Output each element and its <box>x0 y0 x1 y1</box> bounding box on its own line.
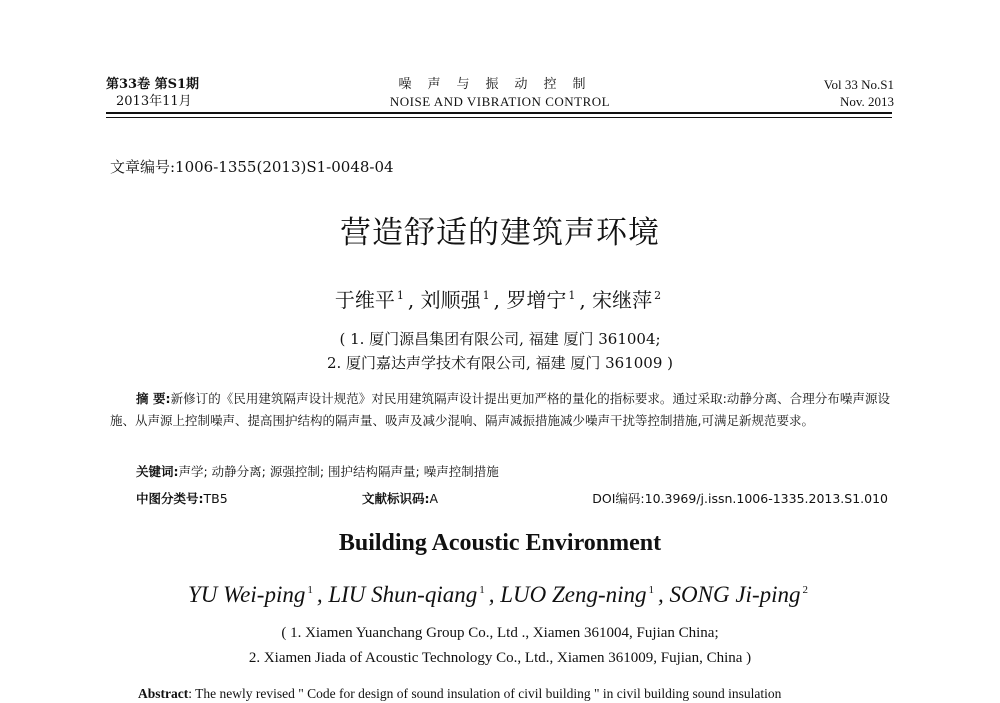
abstract-en-text: : The newly revised " Code for design of sound insulation of civil building " in civil building sound insulation <box>188 686 782 701</box>
abstract-en <box>138 686 781 702</box>
affiliation-en-2: 2. Xiamen Jiada of Acoustic Technology Co., Ltd., Xiamen 361009, Fujian, China ) <box>248 650 752 666</box>
author-cn: 于维平 <box>334 288 395 312</box>
author-affil-mark: 1 <box>648 584 655 597</box>
journal-title-en: NOISE AND VIBRATION CONTROL <box>389 94 611 109</box>
author-cn: 刘顺强 <box>420 288 481 312</box>
paper-title-cn: 营造舒适的建筑声环境 <box>340 215 660 251</box>
author-affil-mark: 2 <box>802 584 808 597</box>
author-en: YU Wei-ping <box>187 582 306 607</box>
affiliation-en-1: ( 1. Xiamen Yuanchang Group Co., Ltd ., Xiamen 361004, Fujian China; <box>281 625 719 641</box>
document-code <box>362 489 438 507</box>
keywords-text: 声学; 动静分离; 源强控制; 围护结构隔声量; 噪声控制措施 <box>178 464 499 479</box>
author-affil-mark: 1 <box>568 289 576 303</box>
author-en: LIU Shun-qiang <box>328 582 478 607</box>
volume-issue-en: Vol 33 No.S1 <box>823 77 894 92</box>
affiliation-cn-2: 2. 厦门嘉达声学技术有限公司, 福建 厦门 361009 ) <box>326 354 674 372</box>
author-en: LUO Zeng-ning <box>500 582 647 607</box>
abstract-cn-label: 摘 要: <box>136 391 171 406</box>
abstract-cn-text: 新修订的《民用建筑隔声设计规范》对民用建筑隔声设计提出更加严格的量化的指标要求。通过采取:动静分离、合理分布噪声源设施、从声源上控制噪声、提高围护结构的隔声量、吸声及减少混响、隔声减振措施减少噪声干扰等控制措施,可满足新规范要求。 <box>110 391 890 428</box>
header-rule-thick <box>106 112 892 114</box>
author-affil-mark: 1 <box>479 584 485 597</box>
author-affil-mark: 1 <box>307 584 313 597</box>
journal-title-cn: 噪声与振动控制 <box>398 77 602 92</box>
doc-code-value: A <box>429 491 439 506</box>
author-affil-mark: 1 <box>396 289 404 303</box>
header-rule-thin <box>106 117 892 118</box>
article-number: 文章编号:1006-1355(2013)S1-0048-04 <box>110 158 394 176</box>
volume-issue: 第33卷 第S1期 <box>106 77 200 92</box>
clc-value: TB5 <box>203 491 228 506</box>
keywords-cn <box>136 462 499 480</box>
doi-label: DOI编码: <box>592 491 645 506</box>
clc-label: 中图分类号: <box>136 491 204 506</box>
keywords-label: 关键词: <box>136 464 179 479</box>
author-affil-mark: 1 <box>482 289 490 303</box>
abstract-en-label: Abstract <box>138 686 189 701</box>
doi-value: 10.3969/j.issn.1006-1335.2013.S1.010 <box>644 491 888 506</box>
affiliation-cn-1: ( 1. 厦门源昌集团有限公司, 福建 厦门 361004; <box>339 330 661 348</box>
issue-date: 2013年11月 <box>116 94 192 109</box>
paper-title-en: Building Acoustic Environment <box>338 530 662 556</box>
author-cn: 宋继萍 <box>592 288 653 312</box>
journal-volume-issue-en <box>824 76 894 110</box>
doc-code-label: 文献标识码: <box>362 491 430 506</box>
doi <box>592 489 888 507</box>
author-en: SONG Ji-ping <box>669 582 801 607</box>
author-cn: 罗增宁 <box>506 288 567 312</box>
clc-number <box>136 489 228 507</box>
authors-cn: 于维平 $^1$ , 刘顺强 $^1$ , 罗增宁 $^1$ , 宋继萍 $^2$ <box>334 288 662 312</box>
author-affil-mark: 2 <box>654 289 662 303</box>
abstract-cn <box>110 388 890 432</box>
authors-en: YU Wei-ping $^1$ , LIU Shun-qiang $^1$ , LUO Zeng-ning $^1$ , SONG Ji-ping $^2$ <box>187 582 808 607</box>
issue-date-en: Nov. 2013 <box>839 94 894 109</box>
